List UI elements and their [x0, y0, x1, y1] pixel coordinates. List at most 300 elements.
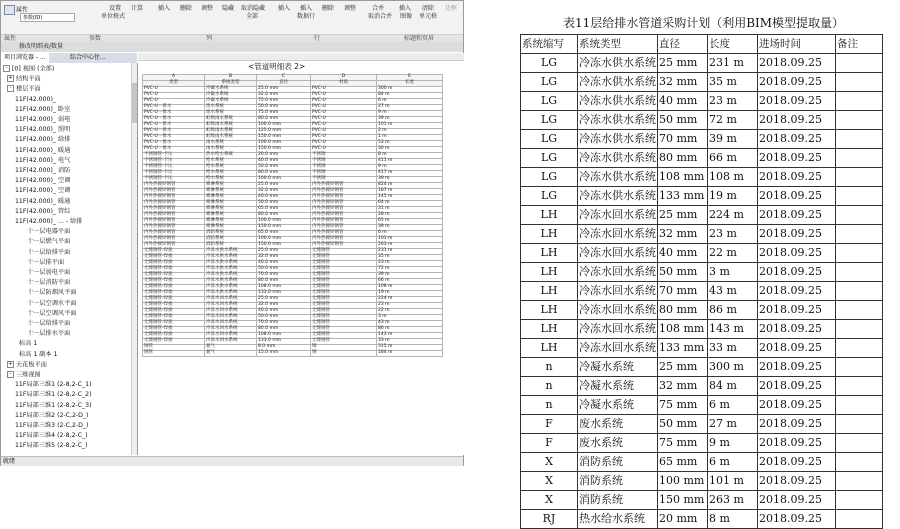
properties-button[interactable]: 属性 — [4, 5, 28, 15]
schedule-cell[interactable]: PVC-U — [143, 99, 205, 105]
schedule-cell[interactable]: 冷冻水回水系统 — [205, 327, 257, 333]
unhide-all-button[interactable]: 取消隐藏 — [241, 5, 266, 12]
schedule-cell[interactable]: 100.0 mm — [257, 219, 311, 225]
schedule-cell[interactable]: 101 m — [377, 123, 443, 129]
schedule-cell[interactable]: 冷冻水供水系统 — [205, 261, 257, 267]
schedule-cell[interactable]: 315 m — [377, 345, 443, 351]
schedule-cell[interactable]: 6 m — [377, 231, 443, 237]
insert-data-row-button[interactable]: 插入 — [300, 5, 313, 12]
schedule-cell[interactable]: 冷冻水供水系统 — [205, 291, 257, 297]
schedule-cell[interactable]: 不锈钢管-卡压 — [143, 171, 205, 177]
browser-scrollbar[interactable] — [131, 63, 137, 455]
schedule-cell[interactable]: 30 m — [377, 147, 443, 153]
schedule-cell[interactable]: PVC-U — [311, 111, 377, 117]
schedule-cell[interactable]: 1 m — [377, 135, 443, 141]
tree-item[interactable] — [15, 432, 88, 440]
schedule-cell[interactable]: 喷淋系统 — [205, 219, 257, 225]
schedule-cell[interactable]: 内外热镀锌钢管 — [311, 183, 377, 189]
schedule-cell[interactable]: PVC-U — [311, 93, 377, 99]
schedule-cell[interactable]: 263 m — [377, 243, 443, 249]
insert-row-button[interactable]: 插入 — [278, 5, 291, 12]
schedule-cell[interactable]: 无缝钢管-焊接 — [143, 255, 205, 261]
schedule-cell[interactable]: 100.0 mm — [257, 237, 311, 243]
browser-scroll-thumb[interactable] — [132, 83, 137, 123]
schedule-cell[interactable]: 150.0 mm — [257, 243, 311, 249]
schedule-cell[interactable]: 内外热镀锌钢管 — [143, 189, 205, 195]
schedule-cell[interactable]: PVC-U - 排水 — [143, 129, 205, 135]
schedule-cell[interactable]: 内外热镀锌钢管 — [311, 201, 377, 207]
tree-item[interactable] — [15, 442, 88, 450]
schedule-cell[interactable]: 不锈钢 — [311, 165, 377, 171]
unmerge-button[interactable]: 取消合并 — [368, 13, 393, 20]
schedule-cell[interactable]: 108 m — [377, 285, 443, 291]
tree-item[interactable] — [15, 208, 70, 216]
schedule-cell[interactable]: 无缝钢管-焊接 — [143, 309, 205, 315]
schedule-cell[interactable]: 内外热镀锌钢管 — [143, 195, 205, 201]
tree-item[interactable] — [15, 422, 88, 430]
schedule-cell[interactable]: 66 m — [377, 279, 443, 285]
tree-item[interactable] — [27, 228, 70, 236]
tree-item[interactable] — [7, 85, 41, 94]
schedule-cell[interactable]: 冷冻水供水系统 — [205, 267, 257, 273]
schedule-cell[interactable]: 35 m — [377, 255, 443, 261]
schedule-cell[interactable]: 39 m — [377, 273, 443, 279]
schedule-cell[interactable]: 消防系统 — [205, 243, 257, 249]
schedule-cell[interactable]: 钢 — [311, 351, 377, 357]
schedule-cell[interactable]: 80.0 mm — [257, 117, 311, 123]
schedule-cell[interactable]: PVC-U - 排水 — [143, 105, 205, 111]
tree-item[interactable] — [15, 126, 70, 134]
schedule-cell[interactable]: 冷冻水回水系统 — [205, 309, 257, 315]
schedule-cell[interactable]: 25.0 mm — [257, 297, 311, 303]
schedule-cell[interactable]: 冷冻水回水系统 — [205, 315, 257, 321]
schedule-cell[interactable]: 无缝钢管 — [311, 297, 377, 303]
schedule-cell[interactable]: 6 m — [377, 99, 443, 105]
schedule-cell[interactable]: 内外热镀锌钢管 — [311, 225, 377, 231]
schedule-cell[interactable]: 无缝钢管 — [311, 249, 377, 255]
schedule-cell[interactable]: 无缝钢管 — [311, 309, 377, 315]
schedule-cell[interactable]: 100.0 mm — [257, 123, 311, 129]
schedule-cell[interactable]: A — [143, 75, 205, 81]
expand-icon[interactable]: + — [8, 360, 13, 367]
schedule-cell[interactable]: C — [257, 75, 311, 81]
tree-item[interactable] — [15, 96, 56, 104]
schedule-cell[interactable]: 65.0 mm — [257, 207, 311, 213]
schedule-cell[interactable]: 824 m — [377, 183, 443, 189]
schedule-cell[interactable]: 内外热镀锌钢管 — [143, 237, 205, 243]
schedule-cell[interactable]: 雨水系统 — [205, 147, 257, 153]
schedule-cell[interactable]: 70.0 mm — [257, 321, 311, 327]
schedule-cell[interactable]: 给水系统 — [205, 159, 257, 165]
schedule-cell[interactable]: 25.0 mm — [257, 87, 311, 93]
expand-icon[interactable]: + — [8, 75, 13, 82]
delete-row-button[interactable]: 删除 — [322, 5, 335, 12]
schedule-cell[interactable]: 无缝钢管 — [311, 267, 377, 273]
schedule-cell[interactable]: 40.0 mm — [257, 159, 311, 165]
schedule-cell[interactable]: 无缝钢管-焊接 — [143, 267, 205, 273]
schedule-cell[interactable]: 40.0 mm — [257, 309, 311, 315]
schedule-cell[interactable]: 50.0 mm — [257, 267, 311, 273]
schedule-cell[interactable]: 150.0 mm — [257, 147, 311, 153]
schedule-cell[interactable]: 无缝钢管 — [311, 333, 377, 339]
schedule-cell[interactable]: 无缝钢管-焊接 — [143, 303, 205, 309]
schedule-cell[interactable]: 无缝钢管 — [311, 291, 377, 297]
schedule-cell[interactable]: 100.0 mm — [257, 141, 311, 147]
schedule-cell[interactable]: 65.0 mm — [257, 231, 311, 237]
schedule-cell[interactable]: 40.0 mm — [257, 195, 311, 201]
tree-item[interactable] — [7, 75, 41, 84]
schedule-cell[interactable]: 氮气 — [205, 351, 257, 357]
schedule-cell[interactable]: 108.0 mm — [257, 333, 311, 339]
schedule-cell[interactable]: 直径 — [257, 81, 311, 87]
schedule-cell[interactable]: 喷淋系统 — [205, 225, 257, 231]
tree-item[interactable] — [7, 361, 47, 370]
schedule-cell[interactable]: 钢管 — [143, 345, 205, 351]
schedule-cell[interactable]: 喷淋系统 — [205, 195, 257, 201]
schedule-cell[interactable]: 无缝钢管 — [311, 339, 377, 345]
schedule-cell[interactable]: 冷冻水回水系统 — [205, 303, 257, 309]
schedule-cell[interactable]: 虹吸雨水系统 — [205, 135, 257, 141]
schedule-cell[interactable]: 无缝钢管-焊接 — [143, 297, 205, 303]
schedule-cell[interactable]: 给水系统 — [205, 171, 257, 177]
delete-column-button[interactable]: 删除 — [180, 5, 193, 12]
schedule-cell[interactable]: 内外热镀锌钢管 — [311, 189, 377, 195]
schedule-cell[interactable]: 内外热镀锌钢管 — [311, 213, 377, 219]
schedule-cell[interactable]: 27 m — [377, 105, 443, 111]
schedule-cell[interactable]: 40.0 mm — [257, 261, 311, 267]
tree-item[interactable] — [15, 177, 70, 185]
tree-item[interactable] — [27, 279, 70, 287]
schedule-cell[interactable]: 无缝钢管 — [311, 327, 377, 333]
calculate-button[interactable]: 计算 — [131, 5, 144, 12]
schedule-cell[interactable]: 氮气 — [205, 345, 257, 351]
tree-item[interactable] — [19, 351, 58, 359]
schedule-cell[interactable]: 不锈钢管-卡压 — [143, 177, 205, 183]
adjust-column-button[interactable]: 调整 — [201, 5, 214, 12]
schedule-cell[interactable]: 28 m — [377, 213, 443, 219]
tab-project-browser[interactable]: 项目浏览器 - ... — [1, 53, 49, 63]
schedule-cell[interactable]: 75.0 mm — [257, 111, 311, 117]
schedule-cell[interactable]: 15.0 mm — [257, 351, 311, 357]
schedule-cell[interactable]: 喷淋系统 — [205, 201, 257, 207]
schedule-cell[interactable]: 33 m — [377, 339, 443, 345]
tree-item[interactable] — [27, 289, 77, 297]
schedule-cell[interactable]: 75.0 mm — [257, 99, 311, 105]
schedule-cell[interactable]: 内外热镀锌钢管 — [143, 243, 205, 249]
schedule-cell[interactable]: 冷冻水回水系统 — [205, 333, 257, 339]
tree-item[interactable] — [15, 147, 70, 155]
insert-column-button[interactable]: 插入 — [158, 5, 171, 12]
schedule-cell[interactable]: 内外热镀锌钢管 — [143, 231, 205, 237]
schedule-cell[interactable]: 224 m — [377, 297, 443, 303]
schedule-cell[interactable]: 热水给水系统 — [205, 153, 257, 159]
schedule-cell[interactable]: 23 m — [377, 261, 443, 267]
schedule-cell[interactable]: 消防系统 — [205, 237, 257, 243]
schedule-cell[interactable]: 417 m — [377, 171, 443, 177]
tree-item[interactable] — [15, 187, 70, 195]
schedule-cell[interactable]: 内外热镀锌钢管 — [143, 201, 205, 207]
schedule-cell[interactable]: E — [377, 75, 443, 81]
collapse-icon[interactable]: - — [7, 371, 14, 378]
schedule-cell[interactable]: PVC-U — [311, 147, 377, 153]
tree-item[interactable] — [15, 391, 92, 399]
insert-image-button[interactable]: 插入 — [399, 5, 412, 12]
tree-item[interactable] — [15, 167, 70, 175]
tree-item[interactable] — [15, 412, 88, 420]
schedule-cell[interactable]: D — [311, 75, 377, 81]
schedule-cell[interactable]: 无缝钢管-焊接 — [143, 321, 205, 327]
border-button[interactable]: 边框 — [445, 5, 458, 12]
schedule-cell[interactable]: 冷冻水供水系统 — [205, 279, 257, 285]
tree-item[interactable] — [27, 269, 70, 277]
schedule-cell[interactable]: 32.0 mm — [257, 303, 311, 309]
tree-item[interactable] — [27, 249, 70, 257]
schedule-cell[interactable]: 无缝钢管-焊接 — [143, 285, 205, 291]
schedule-cell[interactable]: 101 m — [377, 237, 443, 243]
tree-item[interactable] — [27, 320, 70, 328]
schedule-cell[interactable]: PVC-U - 排水 — [143, 111, 205, 117]
schedule-cell[interactable]: 80.0 mm — [257, 279, 311, 285]
schedule-cell[interactable]: 无缝钢管-焊接 — [143, 291, 205, 297]
schedule-cell[interactable]: 无缝钢管-焊接 — [143, 279, 205, 285]
schedule-cell[interactable]: 内外热镀锌钢管 — [143, 219, 205, 225]
schedule-cell[interactable]: PVC-U — [311, 117, 377, 123]
schedule-cell[interactable]: 23 m — [377, 303, 443, 309]
schedule-cell[interactable]: 类型 — [143, 81, 205, 87]
schedule-cell[interactable]: PVC-U — [143, 87, 205, 93]
schedule-cell[interactable]: 给水系统 — [205, 177, 257, 183]
schedule-cell[interactable]: 133.0 mm — [257, 291, 311, 297]
schedule-cell[interactable]: 无缝钢管 — [311, 285, 377, 291]
schedule-cell[interactable]: 3 m — [377, 315, 443, 321]
schedule-cell[interactable]: 不锈钢 — [311, 177, 377, 183]
schedule-cell[interactable]: 系统类型 — [205, 81, 257, 87]
schedule-cell[interactable]: 8.0 mm — [257, 345, 311, 351]
schedule-cell[interactable]: 雨水系统 — [205, 141, 257, 147]
schedule-cell[interactable]: 无缝钢管 — [311, 321, 377, 327]
schedule-cell[interactable]: PVC-U — [143, 93, 205, 99]
schedule-cell[interactable]: 65 m — [377, 219, 443, 225]
schedule-cell[interactable]: 231 m — [377, 249, 443, 255]
schedule-cell[interactable]: 8 m — [377, 153, 443, 159]
schedule-cell[interactable]: 无缝钢管-焊接 — [143, 249, 205, 255]
merge-button[interactable]: 合并 — [372, 5, 385, 12]
schedule-cell[interactable]: 不锈钢管-卡压 — [143, 153, 205, 159]
schedule-cell[interactable]: 80.0 mm — [257, 327, 311, 333]
schedule-cell[interactable]: 冷冻水供水系统 — [205, 273, 257, 279]
schedule-cell[interactable]: 不锈钢管-卡压 — [143, 165, 205, 171]
schedule-cell[interactable]: 冷冻水供水系统 — [205, 285, 257, 291]
schedule-cell[interactable]: 无缝钢管 — [311, 255, 377, 261]
schedule-cell[interactable]: 72 m — [377, 267, 443, 273]
schedule-cell[interactable]: 50.0 mm — [257, 105, 311, 111]
schedule-cell[interactable]: 钢 — [311, 345, 377, 351]
schedule-cell[interactable]: 冷凝水系统 — [205, 87, 257, 93]
schedule-cell[interactable]: 39 m — [377, 117, 443, 123]
schedule-cell[interactable]: PVC-U — [311, 87, 377, 93]
tab-central-model[interactable]: 综合中心住... — [70, 54, 106, 61]
schedule-cell[interactable]: PVC-U — [311, 123, 377, 129]
schedule-cell[interactable]: 19 m — [377, 291, 443, 297]
schedule-cell[interactable]: 无缝钢管 — [311, 279, 377, 285]
schedule-cell[interactable]: 9 m — [377, 111, 443, 117]
schedule-cell[interactable]: 80.0 mm — [257, 171, 311, 177]
tree-item[interactable] — [27, 330, 70, 338]
schedule-cell[interactable]: PVC-U - 排水 — [143, 123, 205, 129]
schedule-cell[interactable]: PVC-U — [311, 135, 377, 141]
tree-item[interactable] — [27, 300, 77, 308]
tree-item[interactable] — [27, 238, 70, 246]
schedule-cell[interactable]: PVC-U — [311, 129, 377, 135]
schedule-cell[interactable]: 冷冻水供水系统 — [205, 249, 257, 255]
schedule-cell[interactable]: 184 m — [377, 351, 443, 357]
schedule-cell[interactable]: 内外热镀锌钢管 — [143, 183, 205, 189]
tree-item[interactable] — [15, 106, 70, 114]
schedule-cell[interactable]: 消防系统 — [205, 231, 257, 237]
tree-item[interactable] — [27, 259, 64, 267]
tree-item[interactable] — [15, 218, 82, 226]
schedule-cell[interactable]: 冷冻水回水系统 — [205, 339, 257, 345]
schedule-cell[interactable]: 内外热镀锌钢管 — [143, 213, 205, 219]
tree-item[interactable] — [15, 136, 70, 144]
schedule-cell[interactable]: 冷凝水系统 — [205, 93, 257, 99]
schedule-cell[interactable]: 无缝钢管-焊接 — [143, 315, 205, 321]
schedule-cell[interactable]: 50.0 mm — [257, 201, 311, 207]
schedule-cell[interactable]: B — [205, 75, 257, 81]
tree-item[interactable] — [27, 310, 77, 318]
schedule-cell[interactable]: 70.0 mm — [257, 273, 311, 279]
schedule-cell[interactable]: 虹吸雨水系统 — [205, 129, 257, 135]
schedule-cell[interactable]: 内外热镀锌钢管 — [311, 219, 377, 225]
schedule-cell[interactable]: PVC-U - 排水 — [143, 147, 205, 153]
schedule-cell[interactable]: 9 m — [377, 165, 443, 171]
tree-item[interactable] — [15, 198, 70, 206]
tree-item[interactable] — [15, 116, 70, 124]
schedule-cell[interactable]: 内外热镀锌钢管 — [311, 231, 377, 237]
schedule-cell[interactable]: 143 m — [377, 333, 443, 339]
schedule-cell[interactable]: 100.0 mm — [257, 177, 311, 183]
schedule-cell[interactable]: 32.0 mm — [257, 189, 311, 195]
parameter-dropdown[interactable]: 参数(ID) — [20, 13, 75, 22]
schedule-cell[interactable]: 无缝钢管-焊接 — [143, 327, 205, 333]
schedule-cell[interactable]: 内外热镀锌钢管 — [311, 207, 377, 213]
schedule-cell[interactable]: 133.0 mm — [257, 339, 311, 345]
collapse-icon[interactable]: - — [3, 65, 10, 72]
schedule-cell[interactable]: 无缝钢管 — [311, 273, 377, 279]
unit-format-button[interactable]: 单位格式 — [101, 13, 126, 20]
schedule-cell[interactable]: 25.0 mm — [257, 249, 311, 255]
schedule-cell[interactable]: 32.0 mm — [257, 93, 311, 99]
schedule-cell[interactable]: 内外热镀锌钢管 — [311, 237, 377, 243]
schedule-cell[interactable]: PVC-U — [311, 141, 377, 147]
schedule-cell[interactable]: 虹吸雨水系统 — [205, 117, 257, 123]
schedule-cell[interactable]: PVC-U - 排水 — [143, 117, 205, 123]
schedule-cell[interactable]: 39 m — [377, 225, 443, 231]
tree-item[interactable] — [15, 402, 92, 410]
schedule-cell[interactable]: 冷冻水回水系统 — [205, 297, 257, 303]
schedule-cell[interactable]: 53 m — [377, 141, 443, 147]
schedule-cell[interactable]: 50.0 mm — [257, 315, 311, 321]
schedule-cell[interactable]: PVC-U - 排水 — [143, 135, 205, 141]
schedule-cell[interactable]: 无缝钢管 — [311, 315, 377, 321]
settings-button[interactable]: 设置 — [109, 5, 122, 12]
schedule-cell[interactable]: 冷冻水供水系统 — [205, 255, 257, 261]
schedule-cell[interactable]: 喷淋系统 — [205, 183, 257, 189]
schedule-cell[interactable]: 废水系统 — [205, 105, 257, 111]
schedule-cell[interactable]: 80.0 mm — [257, 213, 311, 219]
schedule-cell[interactable]: 虹吸雨水系统 — [205, 123, 257, 129]
schedule-cell[interactable]: PVC-U — [311, 105, 377, 111]
tree-item[interactable] — [15, 381, 92, 389]
schedule-cell[interactable]: 187 m — [377, 189, 443, 195]
schedule-cell[interactable]: 84 m — [377, 93, 443, 99]
schedule-cell[interactable]: 喷淋系统 — [205, 207, 257, 213]
schedule-cell[interactable]: 无缝钢管-焊接 — [143, 273, 205, 279]
schedule-cell[interactable]: 不锈钢 — [311, 159, 377, 165]
schedule-cell[interactable]: 内外热镀锌钢管 — [311, 195, 377, 201]
schedule-cell[interactable]: 不锈钢管-卡压 — [143, 159, 205, 165]
schedule-cell[interactable]: 内外热镀锌钢管 — [143, 225, 205, 231]
schedule-cell[interactable]: 22 m — [377, 309, 443, 315]
schedule-cell[interactable]: 不锈钢 — [311, 171, 377, 177]
schedule-cell[interactable]: 150.0 mm — [257, 225, 311, 231]
tree-item[interactable] — [7, 371, 41, 380]
schedule-cell[interactable]: 25.0 mm — [257, 183, 311, 189]
schedule-cell[interactable]: 不锈钢 — [311, 153, 377, 159]
schedule-cell[interactable]: 2 m — [377, 129, 443, 135]
schedule-cell[interactable]: PVC-U - 排水 — [143, 141, 205, 147]
collapse-icon[interactable]: - — [7, 85, 14, 92]
schedule-cell[interactable]: 86 m — [377, 327, 443, 333]
schedule-cell[interactable]: 喷淋系统 — [205, 189, 257, 195]
schedule-cell[interactable]: 43 m — [377, 321, 443, 327]
schedule-cell[interactable]: 无缝钢管 — [311, 303, 377, 309]
schedule-cell[interactable]: 145 m — [377, 195, 443, 201]
schedule-cell[interactable]: 50.0 mm — [257, 165, 311, 171]
schedule-cell[interactable]: 无缝钢管-焊接 — [143, 339, 205, 345]
schedule-cell[interactable]: 钢管 — [143, 351, 205, 357]
schedule-cell[interactable]: 无缝钢管 — [311, 261, 377, 267]
schedule-cell[interactable]: 411 m — [377, 159, 443, 165]
schedule-cell[interactable]: 64 m — [377, 201, 443, 207]
schedule-cell[interactable]: 喷淋系统 — [205, 213, 257, 219]
tree-item[interactable] — [19, 340, 37, 348]
schedule-cell[interactable]: PVC-U — [311, 99, 377, 105]
schedule-cell[interactable]: 300 m — [377, 87, 443, 93]
schedule-cell[interactable]: 冷凝水系统 — [205, 99, 257, 105]
clear-cell-button[interactable]: 清除 — [422, 5, 435, 12]
schedule-cell[interactable]: 125.0 mm — [257, 129, 311, 135]
hide-column-button[interactable]: 隐藏 — [222, 5, 235, 12]
tree-item[interactable] — [3, 65, 54, 74]
schedule-cell[interactable]: 150.0 mm — [257, 135, 311, 141]
schedule-cell[interactable]: 长度 — [377, 81, 443, 87]
schedule-cell[interactable]: 39 m — [377, 177, 443, 183]
schedule-cell[interactable]: 无缝钢管-焊接 — [143, 333, 205, 339]
schedule-cell[interactable]: 内外热镀锌钢管 — [143, 207, 205, 213]
schedule-cell[interactable]: 32.0 mm — [257, 255, 311, 261]
schedule-cell[interactable]: 材质 — [311, 81, 377, 87]
schedule-cell[interactable]: 废水系统 — [205, 111, 257, 117]
adjust-row-button[interactable]: 调整 — [344, 5, 357, 12]
schedule-cell[interactable]: 内外热镀锌钢管 — [311, 243, 377, 249]
schedule-cell[interactable]: 20.0 mm — [257, 153, 311, 159]
tree-item[interactable] — [15, 157, 70, 165]
schedule-cell[interactable]: 给水系统 — [205, 165, 257, 171]
schedule-cell[interactable]: 31 m — [377, 207, 443, 213]
schedule-cell[interactable]: 无缝钢管-焊接 — [143, 261, 205, 267]
schedule-cell[interactable]: 108.0 mm — [257, 285, 311, 291]
